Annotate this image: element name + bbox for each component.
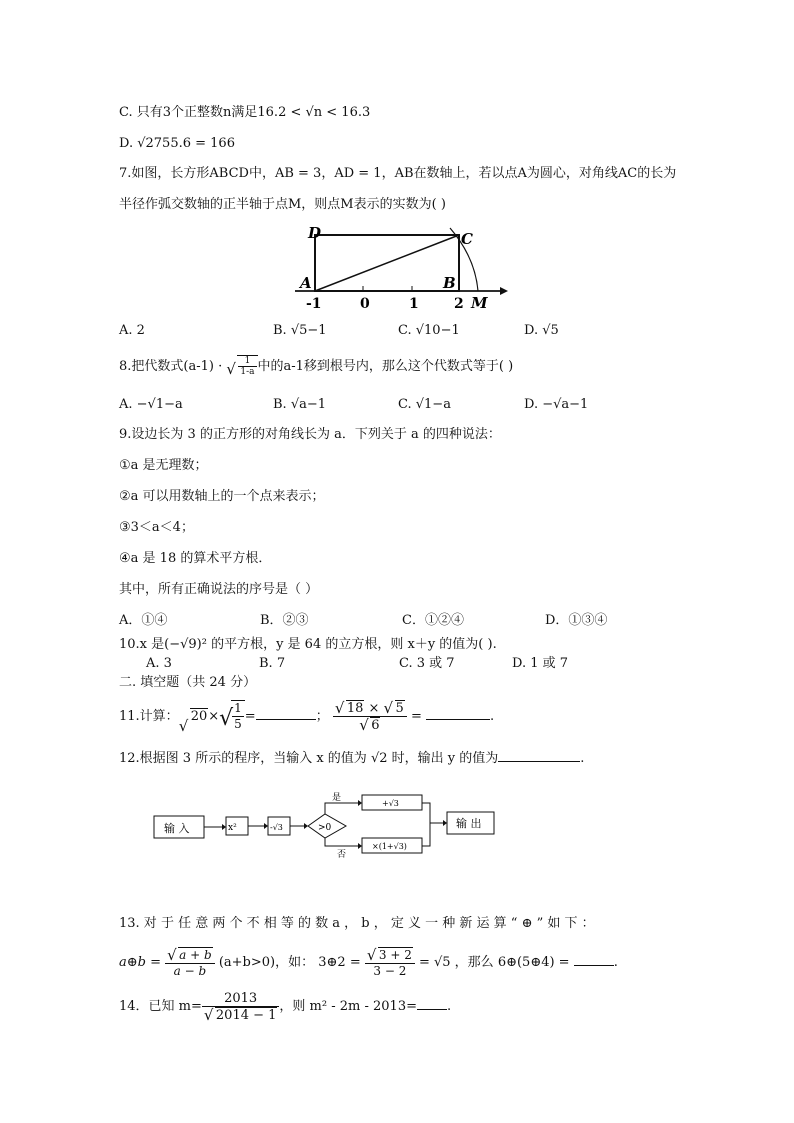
q7-rectangle-figure — [290, 222, 510, 314]
q10-option-a: A. 3 — [146, 656, 172, 671]
svg-text:输 出: 输 出 — [456, 817, 482, 830]
q13-line2: a⊕b = √ a + b a − b (a+b>0)，如： 3⊕2 = √ 3 + 2 3 − 2 = √5 ，那么 6⊕(5⊕4) = . — [119, 945, 618, 978]
q8-option-b: B. √a−1 — [273, 397, 327, 412]
q9-option-a: A．①④ — [119, 613, 168, 628]
q9-statement-4: ④a 是 18 的算术平方根． — [119, 551, 272, 566]
tick-2: 2 — [454, 296, 464, 312]
label-m: M — [471, 294, 488, 312]
svg-text:是: 是 — [332, 793, 342, 803]
q9-statement-1: ①a 是无理数； — [119, 458, 208, 473]
q12-flowchart — [150, 790, 500, 865]
q7-stem-line2: 半径作弧交数轴的正半轴于点M，则点M表示的实数为( ) — [119, 197, 446, 212]
q10-option-c: C. 3 或 7 — [399, 656, 455, 671]
tick-minus1: -1 — [306, 296, 322, 312]
q14: 14．已知 m= 2013 √ 2014 − 1 ，则 m² - 2m - 2013= . — [119, 990, 452, 1024]
q8-option-d: D. −√a−1 — [524, 397, 589, 412]
q9-statement-2: ②a 可以用数轴上的一个点来表示； — [119, 489, 325, 504]
q7-option-c: C. √10−1 — [398, 323, 460, 338]
q7-option-a: A. 2 — [119, 323, 145, 338]
svg-text:+√3: +√3 — [382, 799, 399, 808]
q8-stem — [119, 355, 513, 377]
svg-text:-√3: -√3 — [270, 823, 283, 832]
q7-option-b: B. √5−1 — [273, 323, 327, 338]
q9-option-c: C．①②④ — [402, 613, 464, 628]
q10-stem: 10.x 是(−√9)² 的平方根，y 是 64 的立方根，则 x＋y 的值为( ). — [119, 637, 497, 652]
q8-option-c: C. √1−a — [398, 397, 451, 412]
q10-option-d: D. 1 或 7 — [512, 656, 569, 671]
q8-sqrt-expr: √ $\frac{1}{1-a}$ — [226, 355, 257, 377]
q8-stem-b: 中的a-1移到根号内，那么这个代数式等于( ) — [257, 359, 514, 374]
svg-text:×(1+√3): ×(1+√3) — [372, 842, 407, 851]
svg-text:否: 否 — [337, 850, 347, 860]
q7-stem-line1: 7.如图，长方形ABCD中，AB = 3，AD = 1，AB在数轴上，若以点A为圆心，对角线AC的长为 — [119, 166, 677, 181]
q8-option-a: A. −√1−a — [119, 397, 183, 412]
label-d: D — [308, 224, 322, 242]
q9-option-d: D．①③④ — [545, 613, 608, 628]
q13-line1: 13. 对 于 任 意 两 个 不 相 等 的 数 a ， b ， 定 义 一 种 新 运 算 “ ⊕ ” 如 下 ： — [119, 916, 595, 931]
q9-stem: 9.设边长为 3 的正方形的对角线长为 a．下列关于 a 的四种说法： — [119, 427, 501, 442]
q8-stem-a: 8.把代数式(a-1) · — [119, 359, 227, 374]
svg-text:输 入: 输 入 — [164, 822, 190, 835]
svg-text:>0: >0 — [318, 823, 332, 833]
q6-option-d: D. √2755.6 = 166 — [119, 136, 235, 151]
q10-option-b: B. 7 — [259, 656, 286, 671]
q9-statement-3: ③3＜a＜4； — [119, 520, 194, 535]
tick-1: 1 — [409, 296, 419, 312]
label-b: B — [443, 274, 456, 292]
tick-0: 0 — [360, 296, 370, 312]
q11: 11.计算： √ 20× √ $\frac{1}{5}$ = ； √ 18 × √ 5 √ 6 = . — [119, 699, 495, 735]
svg-text:x²: x² — [228, 823, 237, 833]
q6-option-c: C. 只有3个正整数n满足16.2 < √n < 16.3 — [119, 105, 371, 120]
label-c: C — [461, 230, 473, 248]
q7-option-d: D. √5 — [524, 323, 559, 338]
q12-stem: 12.根据图 3 所示的程序，当输入 x 的值为 √2 时，输出 y 的值为 . — [119, 751, 585, 766]
label-a: A — [300, 274, 312, 292]
section-heading: 二. 填空题（共 24 分） — [119, 675, 257, 690]
q9-option-b: B．②③ — [260, 613, 309, 628]
q9-question: 其中，所有正确说法的序号是（ ） — [119, 582, 319, 597]
